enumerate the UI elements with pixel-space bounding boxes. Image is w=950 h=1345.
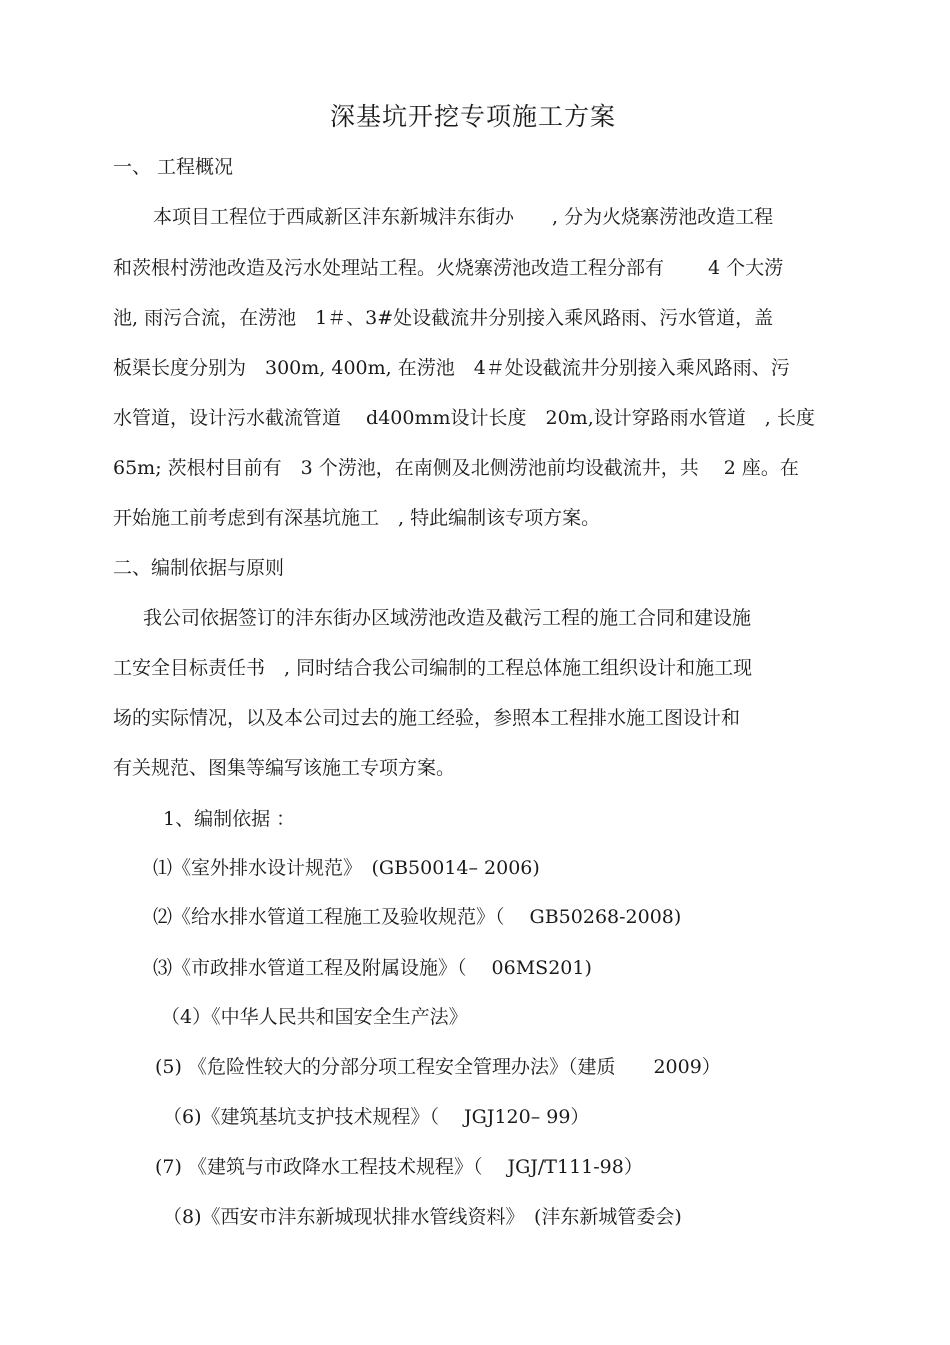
- paragraph-line: 和茨根村涝池改造及污水处理站工程。火烧寨涝池改造工程分部有 4 个大涝: [113, 257, 784, 279]
- paragraph-line: 我公司依据签订的沣东街办区域涝池改造及截污工程的施工合同和建设施: [143, 607, 752, 629]
- paragraph-line: 本项目工程位于西咸新区沣东新城沣东街办 , 分为火烧寨涝池改造工程: [153, 206, 774, 228]
- reference-item: (7) 《建筑与市政降水工程技术规程》（ JGJ/T111-98）: [155, 1156, 643, 1178]
- section-heading-basis: 二、编制依据与原则: [113, 557, 285, 579]
- paragraph-line: 池, 雨污合流，在涝池 1＃、3#处设截流井分别接入乘风路雨、污水管道，盖: [113, 307, 774, 329]
- section-heading-overview: 一、 工程概况: [113, 156, 234, 178]
- paragraph-line: 板渠长度分别为 300m, 400m, 在涝池 4＃处设截流井分别接入乘风路雨、污: [113, 357, 790, 379]
- paragraph-line: 开始施工前考虑到有深基坑施工 , 特此编制该专项方案。: [113, 507, 601, 529]
- reference-item: ⑵《给水排水管道工程施工及验收规范》（ GB50268-2008): [153, 906, 682, 928]
- reference-item: (5) 《危险性较大的分部分项工程安全管理办法》（建质 2009）: [155, 1056, 721, 1078]
- reference-item: （4）《中华人民共和国安全生产法》: [161, 1006, 468, 1028]
- paragraph-line: 工安全目标责任书 , 同时结合我公司编制的工程总体施工组织设计和施工现: [113, 657, 753, 679]
- reference-item: ⑶《市政排水管道工程及附属设施》（ 06MS201): [153, 957, 592, 979]
- reference-item: （6)《建筑基坑支护技术规程》（ JGJ120– 99）: [163, 1106, 590, 1128]
- paragraph-line: 有关规范、图集等编写该施工专项方案。: [113, 757, 456, 779]
- document-title: 深基坑开挖专项施工方案: [330, 102, 617, 131]
- paragraph-line: 场的实际情况，以及本公司过去的施工经验，参照本工程排水施工图设计和: [113, 707, 741, 729]
- subsection-heading: 1、编制依据 ：: [163, 808, 296, 830]
- paragraph-line: 水管道，设计污水截流管道 d400mm设计长度 20m,设计穿路雨水管道 , 长度: [113, 407, 815, 429]
- reference-item: （8)《西安市沣东新城现状排水管线资料》 (沣东新城管委会): [163, 1206, 682, 1228]
- reference-item: ⑴《室外排水设计规范》 (GB50014– 2006): [153, 857, 540, 879]
- paragraph-line: 65m; 茨根村目前有 3 个涝池，在南侧及北侧涝池前均设截流井，共 2 座。在: [113, 457, 799, 479]
